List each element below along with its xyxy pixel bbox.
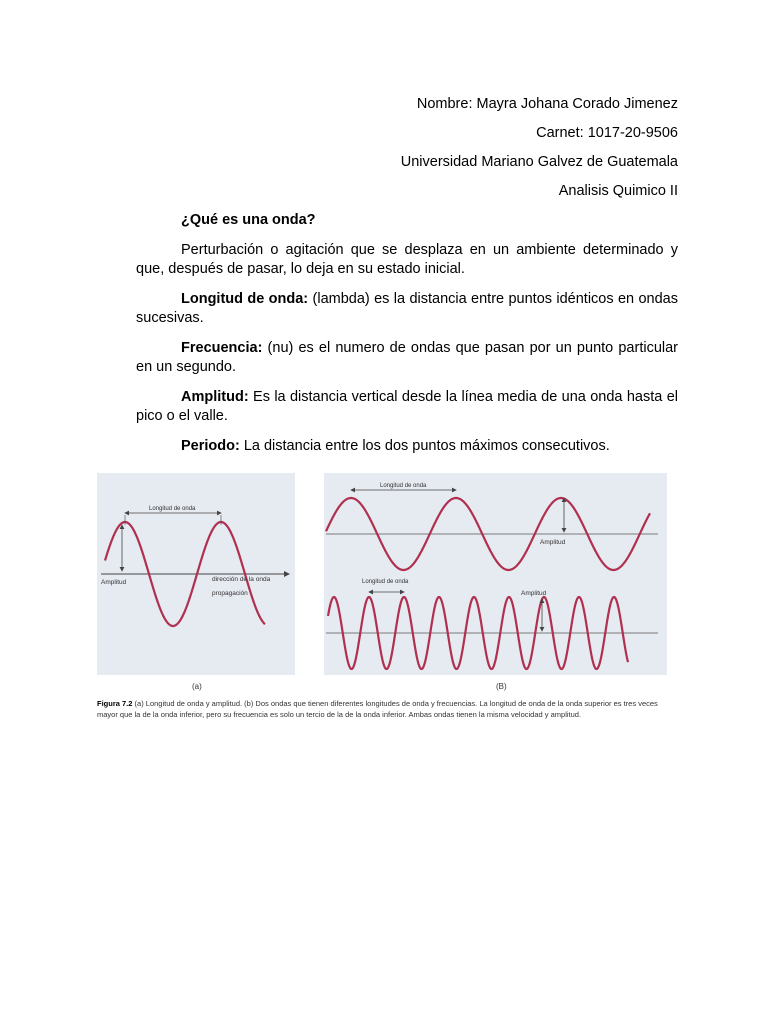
question-text: ¿Qué es una onda?: [181, 212, 316, 228]
term-amplitude: Amplitud:: [181, 389, 249, 405]
course-name: Analisis Quimico II: [558, 183, 678, 199]
term-amplitude-text: Es la distancia vertical desde la línea media de una onda hasta el pico o el valle.: [136, 389, 678, 424]
panel-b-wave-diagram: [324, 473, 667, 675]
definition-text: Perturbación o agitación que se desplaza en un ambiente determinado y que, después de pasar, lo deja en su estado inicial.: [136, 242, 678, 277]
question-heading: [136, 211, 678, 230]
student-carnet: Carnet: 1017-20-9506: [536, 125, 678, 141]
panel-a-wave-diagram: [97, 473, 295, 675]
panel-a-propagation-label: propagación: [212, 590, 248, 597]
term-period-paragraph: [136, 437, 678, 456]
panel-b-top-wavelength-label: Longitud de onda: [380, 483, 427, 489]
term-frequency-text: (nu) es el numero de ondas que pasan por un punto particular en un segundo.: [136, 340, 678, 375]
term-frequency-paragraph: [136, 339, 678, 377]
figure-caption: [97, 698, 667, 720]
figure-panel-b: [324, 473, 667, 675]
term-amplitude-paragraph: [136, 388, 678, 426]
student-name: Nombre: Mayra Johana Corado Jimenez: [416, 96, 678, 112]
panel-b-bottom-wavelength-label: Longitud de onda: [362, 579, 409, 585]
term-wavelength: Longitud de onda:: [181, 291, 309, 307]
panel-a-direction-label: dirección de la onda: [212, 576, 271, 583]
figure-panel-a: [97, 473, 295, 675]
panel-b-label: (B): [496, 682, 507, 691]
term-period-text: La distancia entre los dos puntos máximos consecutivos.: [239, 438, 610, 454]
term-frequency: Frecuencia:: [181, 340, 263, 356]
panel-b-top-amplitude-label: Amplitud: [540, 539, 566, 546]
panel-a-label: (a): [192, 682, 202, 691]
term-period: Periodo:: [181, 438, 240, 454]
panel-a-amplitude-label: Amplitud: [101, 579, 127, 586]
term-wavelength-text: (lambda) es la distancia entre puntos idénticos en ondas sucesivas.: [136, 291, 678, 326]
university-name: Universidad Mariano Galvez de Guatemala: [400, 154, 678, 170]
panel-a-wavelength-label: Longitud de onda: [149, 506, 196, 512]
panel-b-bottom-amplitude-label: Amplitud: [521, 590, 547, 597]
definition-paragraph: [136, 241, 678, 279]
figure-caption-text: (a) Longitud de onda y amplitud. (b) Dos ondas que tienen diferentes longitudes de onda y frecuencias. La longitud de onda de la onda superior es tres veces mayor que la de la onda inferior, pero su frecuencia es solo un tercio de la de la onda inferior. Ambas ondas tienen la misma velocidad y amplitud.: [97, 699, 658, 719]
figure-caption-number: Figura 7.2: [97, 699, 133, 708]
term-wavelength-paragraph: [136, 290, 678, 328]
